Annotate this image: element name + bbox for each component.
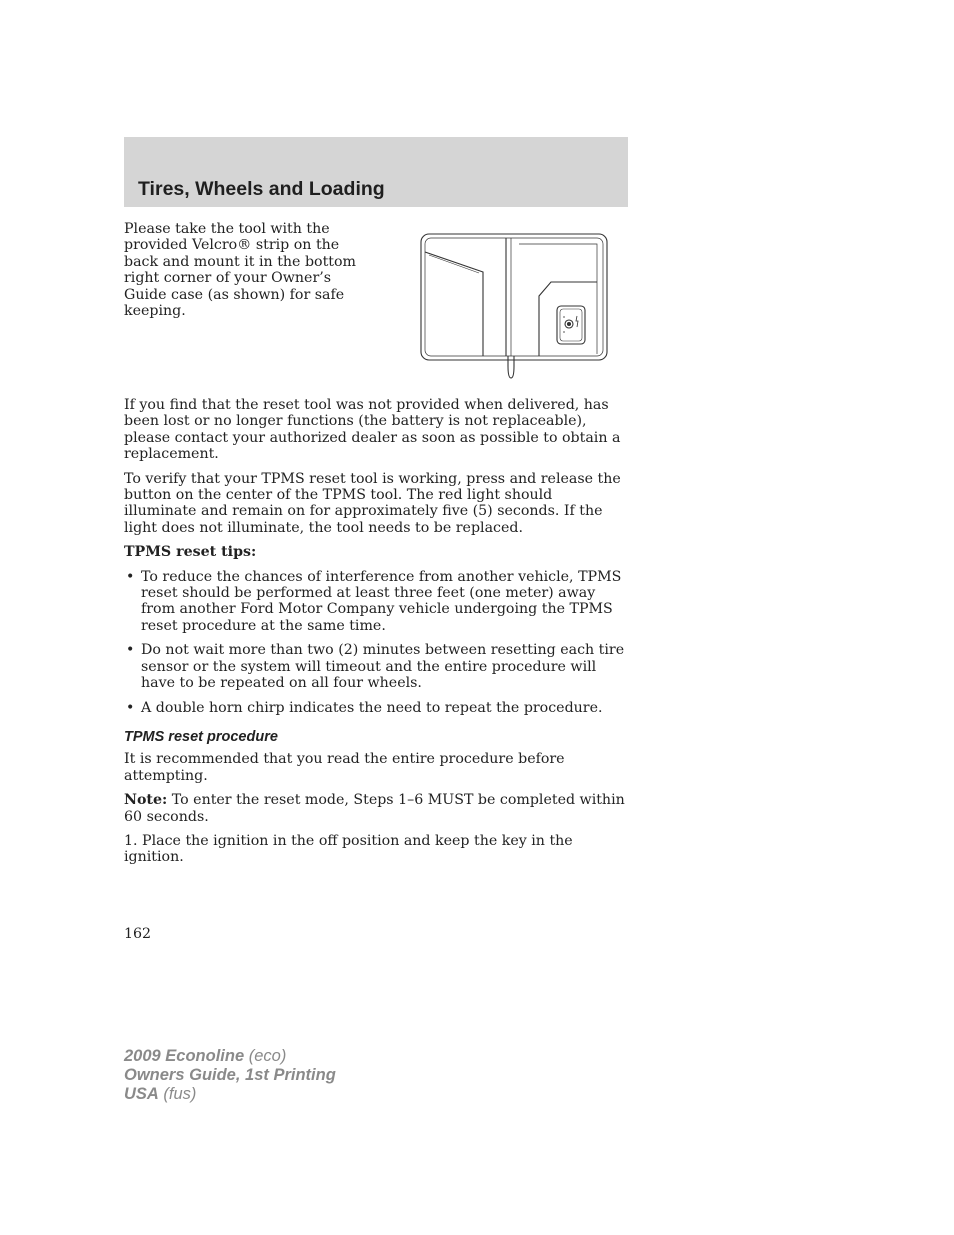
section-title: Tires, Wheels and Loading <box>138 178 385 200</box>
procedure-title: TPMS reset procedure <box>124 728 278 745</box>
footer-line-model <box>124 1047 336 1066</box>
page-number: 162 <box>124 926 152 942</box>
footer-line-printing: Owners Guide, 1st Printing <box>124 1066 336 1084</box>
tips-list <box>124 569 628 716</box>
intro-row <box>124 221 628 397</box>
page-content <box>124 221 628 874</box>
tip-text: Do not wait more than two (2) minutes between resetting each tire sensor or the system will timeout and the entire procedure will have to be repeated on all four wheels. <box>141 642 625 692</box>
section-header-band <box>124 137 628 207</box>
bullet-icon: • <box>126 568 135 585</box>
paragraph-verify-tool: To verify that your TPMS reset tool is working, press and release the button on the center of the TPMS tool. The red light should illuminate and remain on for approximately five (5) seconds. If the light does not illuminate, the tool needs to be replaced. <box>124 470 621 536</box>
list-item <box>124 569 628 635</box>
paragraph-reset-tool-missing: If you find that the reset tool was not provided when delivered, has been lost or no longer functions (the battery is not replaceable), please contact your authorized dealer as soon as possible to obtain a replacement. <box>124 397 621 463</box>
tips-heading: TPMS reset tips: <box>124 544 257 561</box>
tip-text: A double horn chirp indicates the need to repeat the procedure. <box>141 699 603 716</box>
procedure-note <box>124 792 628 825</box>
owners-guide-case-illustration <box>419 232 609 382</box>
list-item <box>124 700 628 716</box>
list-item <box>124 642 628 691</box>
procedure-intro: It is recommended that you read the entire procedure before attempting. <box>124 751 565 784</box>
footer-region: USA <box>124 1085 159 1103</box>
procedure-step-1: 1. Place the ignition in the off position and keep the key in the ignition. <box>124 832 573 866</box>
bullet-icon: • <box>126 699 135 716</box>
footer-model: 2009 Econoline <box>124 1047 245 1065</box>
note-text: To enter the reset mode, Steps 1–6 MUST be completed within 60 seconds. <box>124 792 625 825</box>
footer-edition-info <box>124 1047 336 1104</box>
tip-text: To reduce the chances of interference from another vehicle, TPMS reset should be performed at least three feet (one meter) away from another Ford Motor Company vehicle undergoing the TPMS reset procedure at the same time. <box>141 568 622 634</box>
bullet-icon: • <box>126 642 135 659</box>
footer-line-region <box>124 1085 336 1104</box>
intro-paragraph: Please take the tool with the provided Velcro® strip on the back and mount it in the bottom right corner of your Owner’s Guide case (as shown) for safe keeping. <box>124 221 356 320</box>
footer-region-code: (fus) <box>158 1085 197 1103</box>
footer-model-code: (eco) <box>244 1047 287 1065</box>
note-label: Note: <box>124 792 168 809</box>
